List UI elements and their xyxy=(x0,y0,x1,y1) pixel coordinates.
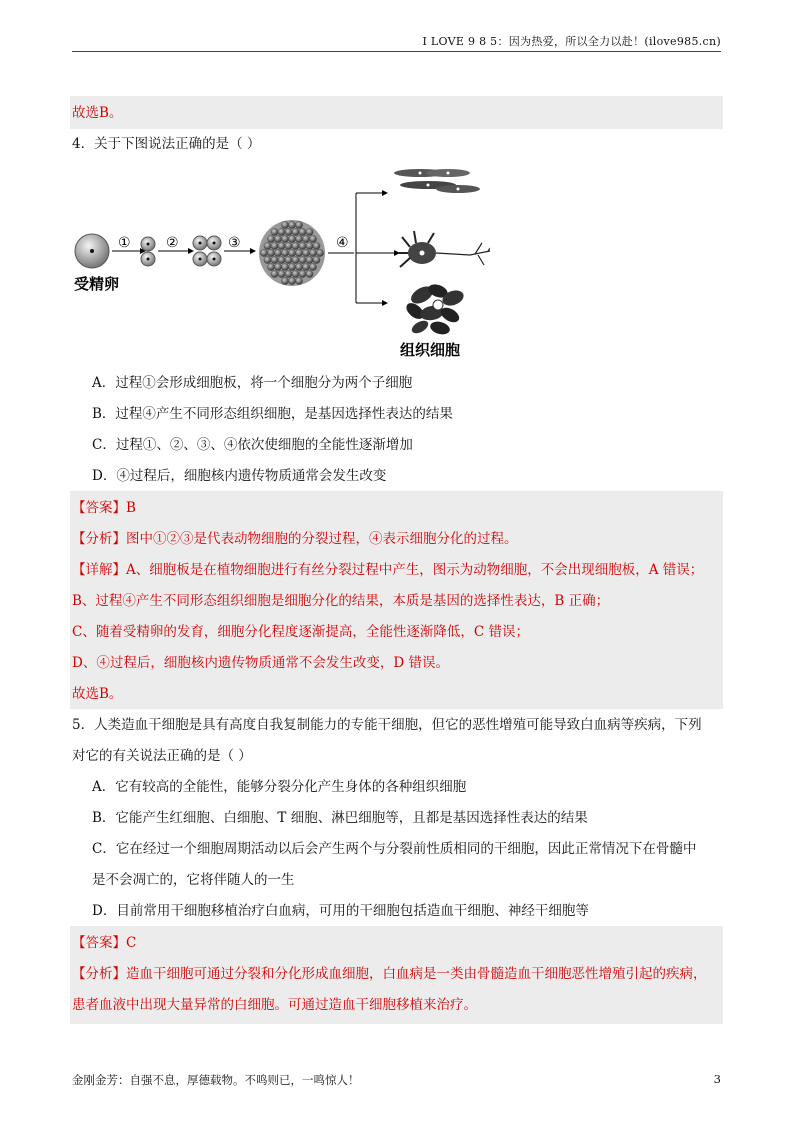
cluster-cell xyxy=(267,249,274,256)
cluster-cell xyxy=(288,235,295,242)
cluster-cell xyxy=(306,228,313,235)
cluster-cell xyxy=(313,256,320,263)
header-text: I LOVE 9 8 5：因为热爱，所以全力以赴！(ilove985.cn) xyxy=(422,35,721,48)
answer-band xyxy=(70,96,723,129)
cluster-cell xyxy=(288,277,295,284)
cluster-cell xyxy=(274,235,281,242)
cluster-cell xyxy=(299,228,306,235)
cluster-cell xyxy=(299,242,306,249)
cluster-cell xyxy=(260,249,267,256)
q4-conclusion: 故选B。 xyxy=(72,686,123,702)
step-4-label: ④ xyxy=(336,235,349,251)
q4-answer xyxy=(72,498,136,518)
cluster-cell xyxy=(299,256,306,263)
cluster-cell xyxy=(285,242,292,249)
q4-option-a: A．过程①会形成细胞板，将一个细胞分为两个子细胞 xyxy=(92,375,413,391)
cluster-cell xyxy=(299,270,306,277)
analysis-tag: 【分析】 xyxy=(72,531,126,547)
cluster-cell xyxy=(271,256,278,263)
footer-motto: 金刚金芳：自强不息，厚德载物。不鸣则已，一鸣惊人！ xyxy=(72,1073,360,1087)
four-cell-stage xyxy=(193,236,221,266)
q5-option-a: A．它有较高的全能性，能够分裂分化产生身体的各种组织细胞 xyxy=(92,779,467,795)
cluster-cell xyxy=(285,270,292,277)
blood-cells xyxy=(403,282,465,336)
cluster-cell xyxy=(309,235,316,242)
answer-tag: 【答案】 xyxy=(72,500,126,516)
cluster-cell xyxy=(281,235,288,242)
q5-analysis xyxy=(72,964,707,984)
step-1-label: ① xyxy=(118,235,131,251)
cluster-cell xyxy=(292,256,299,263)
cluster-cell xyxy=(302,235,309,242)
cluster-cell xyxy=(264,242,271,249)
muscle-cells xyxy=(394,169,480,193)
cluster-cell xyxy=(281,221,288,228)
q4-option-c: C．过程①、②、③、④依次使细胞的全能性逐渐增加 xyxy=(92,437,413,453)
cluster-cell xyxy=(313,242,320,249)
q5-stem-1: 5．人类造血干细胞是具有高度自我复制能力的专能干细胞，但它的恶性增殖可能导致白血病等疾病，下列 xyxy=(72,717,702,733)
cluster-cell xyxy=(295,249,302,256)
q5-option-c: C．它在经过一个细胞周期活动以后会产生两个与分裂前性质相同的干细胞，因此正常情况下在骨髓中 xyxy=(92,841,697,857)
cluster-cell xyxy=(316,249,323,256)
q5-option-b: B．它能产生红细胞、白细胞、T 细胞、淋巴细胞等，且都是基因选择性表达的结果 xyxy=(92,810,588,826)
cluster-cell xyxy=(281,263,288,270)
q5-analysis-cont: 患者血液中出现大量异常的白细胞。可通过造血干细胞移植来治疗。 xyxy=(72,997,477,1013)
q5-option-c-cont: 是不会凋亡的，它将伴随人的一生 xyxy=(92,872,295,888)
conclusion-text: 故选B。 xyxy=(72,105,123,121)
cluster-cell xyxy=(306,242,313,249)
cluster-cell xyxy=(285,256,292,263)
answer-value: C xyxy=(126,935,137,951)
cluster-cell xyxy=(288,221,295,228)
q5-answer xyxy=(72,933,136,953)
cluster-cell xyxy=(267,263,274,270)
cluster-cell xyxy=(295,277,302,284)
cluster-cell xyxy=(271,270,278,277)
cluster-cell xyxy=(271,228,278,235)
neuron-cell xyxy=(398,231,490,267)
cell-differentiation-figure xyxy=(70,163,490,363)
cluster-cell xyxy=(264,256,271,263)
q4-option-b: B．过程④产生不同形态组织细胞，是基因选择性表达的结果 xyxy=(92,406,453,422)
q5-stem-2: 对它的有关说法正确的是（ ） xyxy=(72,748,252,764)
zygote-cell xyxy=(75,234,109,268)
cluster-cell xyxy=(267,235,274,242)
cluster-cell xyxy=(288,249,295,256)
cluster-cell xyxy=(281,277,288,284)
cluster-cell xyxy=(292,242,299,249)
cluster-cell xyxy=(295,221,302,228)
analysis-text: 造血干细胞可通过分裂和分化形成血细胞，白血病是一类由骨髓造血干细胞恶性增殖引起的疾病， xyxy=(126,966,707,982)
cluster-cell xyxy=(271,242,278,249)
q4-stem: 4．关于下图说法正确的是（ ） xyxy=(72,136,261,152)
cluster-cell xyxy=(302,249,309,256)
q4-detail-b: B、过程④产生不同形态组织细胞是细胞分化的结果，本质是基因的选择性表达，B 正确； xyxy=(72,593,610,609)
q4-detail-a xyxy=(72,560,703,580)
q4-detail-c: C、随着受精卵的发育，细胞分化程度逐渐提高，全能性逐渐降低，C 错误； xyxy=(72,624,529,640)
q4-option-d: D．④过程后，细胞核内遗传物质通常会发生改变 xyxy=(92,468,387,484)
cluster-cell xyxy=(309,263,316,270)
analysis-text: 图中①②③是代表动物细胞的分裂过程，④表示细胞分化的过程。 xyxy=(126,531,518,547)
answer-tag: 【答案】 xyxy=(72,935,126,951)
cluster-cell xyxy=(274,249,281,256)
detail-text: A、细胞板是在植物细胞进行有丝分裂过程中产生，图示为动物细胞，不会出现细胞板，A 错误； xyxy=(126,562,704,578)
cluster-cell xyxy=(288,263,295,270)
cell-cluster xyxy=(259,220,325,286)
step-3-label: ③ xyxy=(228,235,241,251)
cluster-cell xyxy=(295,263,302,270)
cluster-cell xyxy=(278,242,285,249)
cluster-cell xyxy=(281,249,288,256)
cluster-cell xyxy=(309,249,316,256)
cluster-cell xyxy=(278,228,285,235)
q4-analysis xyxy=(72,529,518,549)
cluster-cell xyxy=(306,270,313,277)
analysis-tag: 【分析】 xyxy=(72,966,126,982)
page-footer xyxy=(72,1072,721,1088)
page-number: 3 xyxy=(713,1072,721,1086)
cluster-cell xyxy=(295,235,302,242)
zygote-label: 受精卵 xyxy=(74,275,120,293)
q5-option-d: D．目前常用干细胞移植治疗白血病，可用的干细胞包括造血干细胞、神经干细胞等 xyxy=(92,903,589,919)
cluster-cell xyxy=(274,263,281,270)
step-2-label: ② xyxy=(166,235,179,251)
detail-tag: 【详解】 xyxy=(72,562,126,578)
cluster-cell xyxy=(278,256,285,263)
cluster-cell xyxy=(306,256,313,263)
cluster-cell xyxy=(292,270,299,277)
tissue-label: 组织细胞 xyxy=(400,341,461,359)
q4-detail-d: D、④过程后，细胞核内遗传物质通常不会发生改变，D 错误。 xyxy=(72,655,449,671)
cluster-cell xyxy=(278,270,285,277)
cluster-cell xyxy=(285,228,292,235)
cluster-cell xyxy=(292,228,299,235)
page-header xyxy=(72,33,721,52)
answer-value: B xyxy=(126,500,136,516)
cluster-cell xyxy=(302,263,309,270)
